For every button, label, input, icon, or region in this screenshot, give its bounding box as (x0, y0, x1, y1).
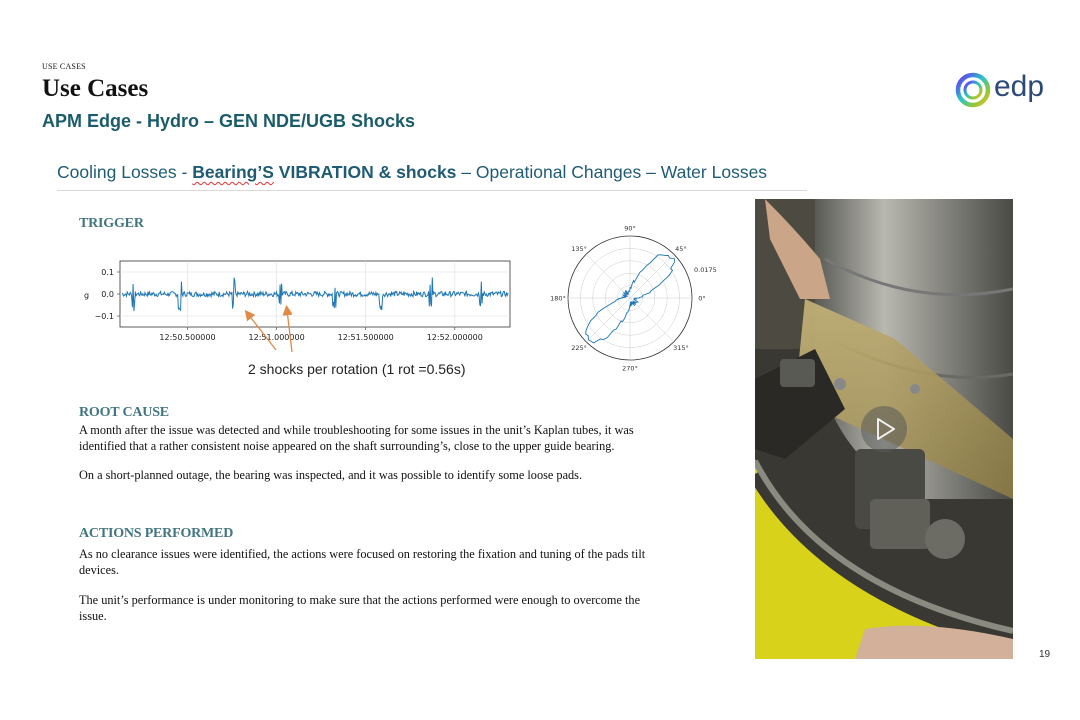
trigger-heading: TRIGGER (79, 216, 144, 231)
arrow-shock-1 (248, 314, 276, 350)
polar-angle-label: 225° (571, 343, 587, 352)
topic-banner (57, 162, 767, 183)
actions-paragraph-1: As no clearance issues were identified, the actions were focused on restoring the fixation and tuning of the pads tilt devices. (79, 547, 646, 577)
line-chart-ytick-label: −0.1 (94, 312, 114, 321)
page-subtitle: APM Edge - Hydro – GEN NDE/UGB Shocks (42, 111, 416, 131)
play-button[interactable] (861, 406, 907, 452)
polar-angle-label: 135° (571, 245, 587, 254)
section-label: USE CASES (42, 62, 86, 71)
page-number: 19 (1039, 649, 1051, 660)
polar-angle-label: 90° (624, 224, 636, 233)
line-chart-xtick-label: 12:50.500000 (159, 333, 216, 342)
actions-heading: ACTIONS PERFORMED (79, 526, 234, 541)
polar-spoke (586, 254, 630, 298)
polar-angle-label: 180° (550, 294, 566, 303)
root-cause-heading: ROOT CAUSE (79, 405, 169, 420)
banner-part1: Cooling Losses - (57, 162, 193, 182)
actions-paragraph-2: The unit’s performance is under monitoring to make sure that the actions performed were enough to overcome the issue. (79, 593, 641, 623)
polar-angle-label: 0° (698, 294, 706, 303)
banner-part2-rest: VIBRATION & shocks (273, 162, 457, 182)
logo-text: edp (994, 70, 1045, 103)
line-chart-ylabel: g (84, 291, 90, 300)
arrow-shock-2 (287, 310, 292, 352)
shock-arrows (230, 300, 310, 360)
line-chart-xtick-label: 12:51.500000 (337, 333, 394, 342)
polar-chart (540, 212, 720, 384)
root-cause-paragraph-2: On a short-planned outage, the bearing was inspected, and it was possible to identify some loose pads. (79, 468, 583, 482)
play-icon (861, 406, 907, 452)
page-title: Use Cases (42, 75, 149, 102)
banner-divider (57, 190, 807, 191)
line-chart-ytick-label: 0.0 (101, 290, 114, 299)
trigger-caption: 2 shocks per rotation (1 rot =0.56s) (248, 361, 466, 377)
line-chart-xtick-label: 12:52.000000 (426, 333, 483, 342)
polar-angle-label: 315° (673, 343, 689, 352)
polar-radial-label: 0.0175 (694, 266, 717, 274)
banner-part2-underlined: Bearing’S (192, 162, 274, 182)
root-cause-paragraph-1: A month after the issue was detected and while troubleshooting for some issues in the unit’s Kaplan tubes, it was identified that a rather consistent noise appeared on the shaft surrounding’s, close to the upper guide bearing. (79, 423, 634, 453)
bearing-video[interactable] (755, 199, 1013, 659)
polar-angle-label: 45° (675, 245, 687, 254)
edp-logo (954, 70, 1054, 110)
line-chart-ytick-label: 0.1 (101, 268, 114, 277)
polar-angle-label: 270° (622, 364, 638, 373)
banner-part2 (192, 162, 456, 182)
edp-logo-icon (954, 70, 994, 110)
banner-part3: – Operational Changes – Water Losses (456, 162, 768, 182)
polar-spoke (630, 298, 674, 342)
line-chart-xtick-label: 12:51.000000 (248, 333, 305, 342)
